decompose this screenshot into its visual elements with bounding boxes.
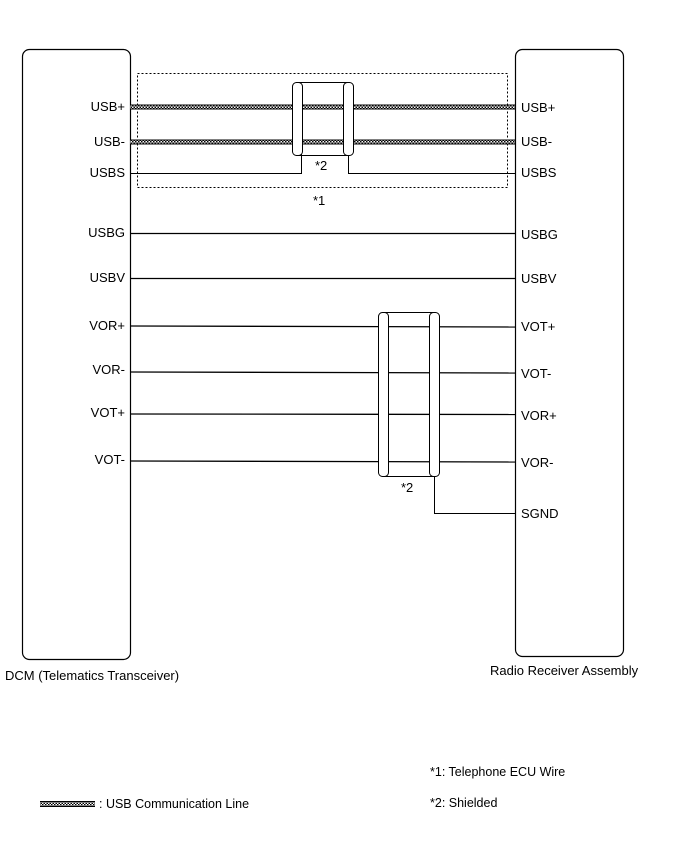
radio-pin-label: VOR+	[521, 408, 557, 423]
vot-plus-wire	[130, 414, 515, 415]
radio-pin-label: USBG	[521, 227, 558, 242]
dcm-pin-label: VOR+	[89, 318, 125, 333]
dcm-pin-label: VOT+	[90, 405, 125, 420]
telephone-wire-marker: *1	[313, 193, 326, 208]
dcm-title: DCM (Telematics Transceiver)	[5, 668, 180, 683]
dcm-pin-label: USB-	[93, 134, 125, 149]
radio-pin-label: USBV	[521, 271, 557, 286]
vor-minus-wire	[130, 372, 515, 373]
dcm-pin-label: USBG	[88, 225, 125, 240]
shield-bottom	[379, 313, 440, 477]
note-shielded: *2: Shielded	[430, 796, 498, 810]
radio-receiver-title: Radio Receiver Assembly	[490, 663, 639, 678]
note-telephone-ecu-wire: *1: Telephone ECU Wire	[430, 765, 566, 779]
dcm-pin-labels	[88, 99, 125, 467]
vor-plus-wire	[130, 326, 515, 327]
usbs-left-wire	[130, 150, 302, 174]
dcm-pin-label: VOT-	[94, 452, 125, 467]
usbs-right-wire	[349, 150, 516, 174]
dcm-pin-label: USBS	[89, 165, 125, 180]
radio-pin-label: USBS	[521, 165, 557, 180]
dcm-pin-label: VOR-	[92, 362, 125, 377]
radio-pin-label: VOT+	[521, 319, 556, 334]
vot-minus-wire	[130, 461, 515, 462]
sgnd-wire	[435, 476, 516, 514]
shield-top	[293, 83, 354, 156]
dcm-pin-label: USBV	[89, 270, 125, 285]
shield-top-marker: *2	[315, 158, 328, 173]
dcm-pin-label: USB+	[90, 99, 125, 114]
radio-pin-label: USB-	[521, 134, 553, 149]
shield-bottom-marker: *2	[401, 480, 414, 495]
radio-pin-label: SGND	[521, 506, 559, 521]
radio-pin-label: USB+	[521, 100, 556, 115]
legend	[40, 765, 565, 811]
radio-pin-labels	[521, 100, 559, 521]
usb-line-legend-label: : USB Communication Line	[99, 797, 250, 811]
radio-pin-label: VOT-	[521, 366, 552, 381]
radio-pin-label: VOR-	[521, 455, 554, 470]
